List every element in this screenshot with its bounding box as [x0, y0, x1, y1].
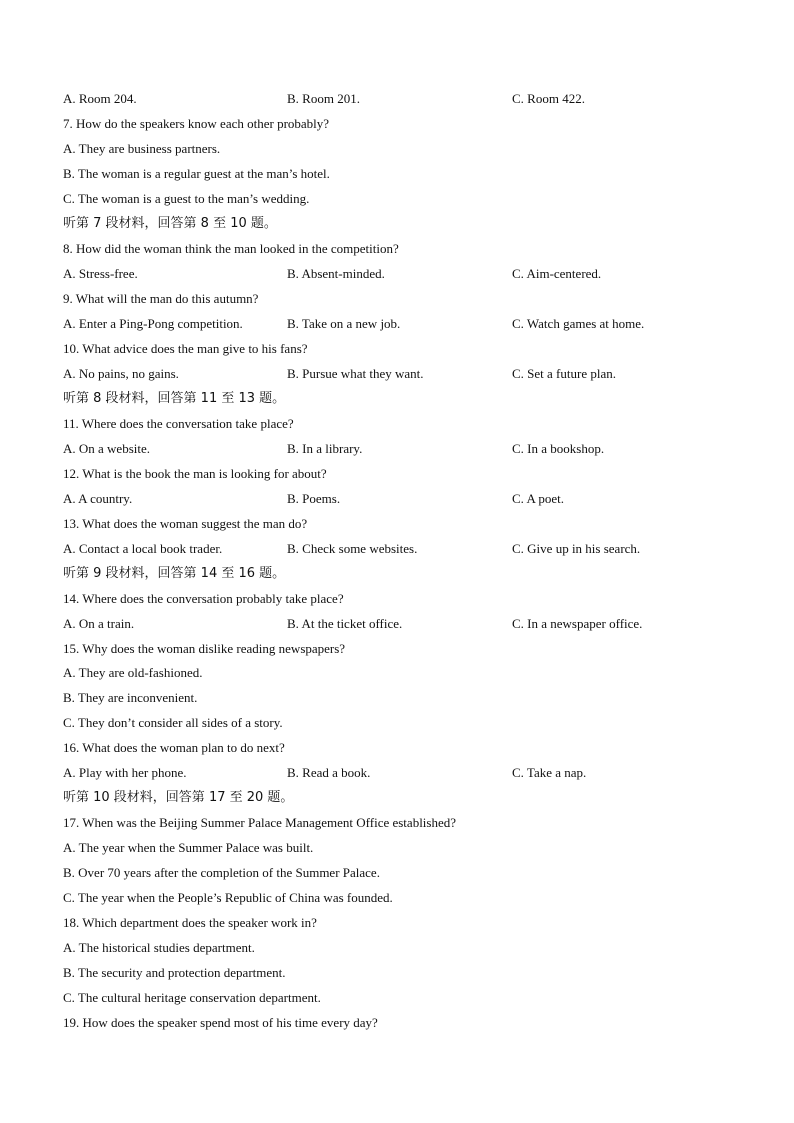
q9-options: [63, 316, 743, 332]
q15-option-c: C. They don’t consider all sides of a story.: [63, 715, 283, 730]
q6-option-c: C. Room 422.: [512, 91, 585, 106]
q8-option-a: A. Stress-free.: [63, 266, 138, 281]
q18-option-c: C. The cultural heritage conservation department.: [63, 990, 321, 1005]
q8-option-c: C. Aim-centered.: [512, 266, 602, 281]
q16-option-a: A. Play with her phone.: [63, 765, 187, 780]
q16-option-c: C. Take a nap.: [512, 765, 587, 780]
q17-option-a: A. The year when the Summer Palace was built.: [63, 840, 314, 855]
q12-question: 12. What is the book the man is looking for about?: [63, 466, 327, 481]
q8-options: [63, 266, 743, 282]
q16-options: [63, 765, 743, 781]
q13-options: [63, 541, 743, 557]
section-heading-9: 听第 9 段材料，回答第 14 至 16 题。: [63, 566, 286, 581]
q12-option-a: A. A country.: [63, 491, 133, 506]
q6-option-a: A. Room 204.: [63, 91, 137, 106]
q11-option-b: B. In a library.: [287, 441, 363, 456]
q16-question: 16. What does the woman plan to do next?: [63, 740, 285, 755]
section-heading-7: 听第 7 段材料，回答第 8 至 10 题。: [63, 216, 277, 231]
q12-options: [63, 491, 743, 507]
section-heading-10: 听第 10 段材料，回答第 17 至 20 题。: [63, 790, 294, 805]
q11-options: [63, 441, 743, 457]
q9-question: 9. What will the man do this autumn?: [63, 291, 259, 306]
q9-option-b: B. Take on a new job.: [287, 316, 401, 331]
q13-option-c: C. Give up in his search.: [512, 541, 641, 556]
q14-question: 14. Where does the conversation probably take place?: [63, 591, 344, 606]
q10-option-c: C. Set a future plan.: [512, 366, 616, 381]
q9-option-a: A. Enter a Ping-Pong competition.: [63, 316, 243, 331]
q14-options: [63, 616, 743, 632]
q10-options: [63, 366, 743, 382]
q6-options: [63, 91, 743, 107]
q9-option-c: C. Watch games at home.: [512, 316, 645, 331]
q14-option-c: C. In a newspaper office.: [512, 616, 643, 631]
q15-option-a: A. They are old-fashioned.: [63, 665, 203, 680]
q8-question: 8. How did the woman think the man looked in the competition?: [63, 241, 399, 256]
q6-option-b: B. Room 201.: [287, 91, 360, 106]
q18-option-b: B. The security and protection department.: [63, 965, 286, 980]
q17-option-b: B. Over 70 years after the completion of the Summer Palace.: [63, 865, 380, 880]
q7-option-b: B. The woman is a regular guest at the man’s hotel.: [63, 166, 330, 181]
q8-option-b: B. Absent-minded.: [287, 266, 385, 281]
q18-option-a: A. The historical studies department.: [63, 940, 255, 955]
q12-option-c: C. A poet.: [512, 491, 565, 506]
q11-question: 11. Where does the conversation take place?: [63, 416, 294, 431]
q10-question: 10. What advice does the man give to his fans?: [63, 341, 308, 356]
q11-option-c: C. In a bookshop.: [512, 441, 605, 456]
q13-option-a: A. Contact a local book trader.: [63, 541, 223, 556]
q13-option-b: B. Check some websites.: [287, 541, 418, 556]
q19-question: 19. How does the speaker spend most of his time every day?: [63, 1015, 378, 1030]
q15-option-b: B. They are inconvenient.: [63, 690, 198, 705]
q12-option-b: B. Poems.: [287, 491, 341, 506]
q11-option-a: A. On a website.: [63, 441, 151, 456]
q16-option-b: B. Read a book.: [287, 765, 371, 780]
q7-option-c: C. The woman is a guest to the man’s wedding.: [63, 191, 310, 206]
q10-option-a: A. No pains, no gains.: [63, 366, 179, 381]
q10-option-b: B. Pursue what they want.: [287, 366, 424, 381]
section-heading-8: 听第 8 段材料，回答第 11 至 13 题。: [63, 391, 286, 406]
q13-question: 13. What does the woman suggest the man do?: [63, 516, 308, 531]
q7-option-a: A. They are business partners.: [63, 141, 221, 156]
q17-option-c: C. The year when the People’s Republic of China was founded.: [63, 890, 393, 905]
q14-option-b: B. At the ticket office.: [287, 616, 403, 631]
q7-question: 7. How do the speakers know each other probably?: [63, 116, 330, 131]
q15-question: 15. Why does the woman dislike reading newspapers?: [63, 641, 346, 656]
q14-option-a: A. On a train.: [63, 616, 135, 631]
q18-question: 18. Which department does the speaker work in?: [63, 915, 317, 930]
q17-question: 17. When was the Beijing Summer Palace Management Office established?: [63, 815, 457, 830]
